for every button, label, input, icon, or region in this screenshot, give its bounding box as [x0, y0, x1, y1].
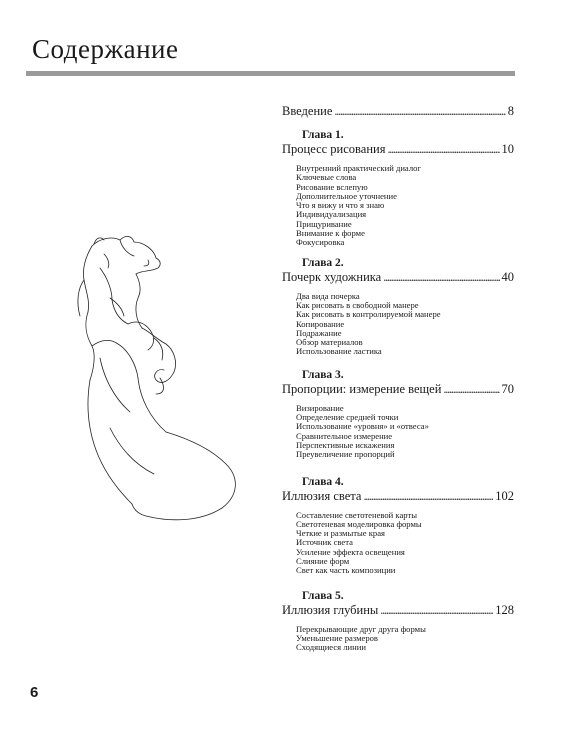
subsection-item: Фокусировка [296, 237, 345, 248]
page-title: Содержание [32, 34, 179, 64]
chapter-number: Глава 5. [302, 589, 344, 602]
subsection-item: Свет как часть композиции [296, 565, 396, 576]
table-of-contents [282, 104, 514, 653]
chapter-title-entry[interactable]: Иллюзия глубины . . . 128 [282, 603, 514, 618]
subsection-item: Подражание [296, 327, 342, 338]
subsection-item: Использование «уровня» и «отвеса» [296, 421, 429, 432]
subsection-list [296, 164, 514, 248]
subsection-item: Светотеневая моделировка формы [296, 518, 422, 529]
subsection-item: Что я вижу и что я знаю [296, 200, 385, 211]
subsection-list [296, 404, 514, 460]
subsection-item: Копирование [296, 318, 345, 329]
subsection-list [296, 292, 514, 357]
title-rule [26, 71, 515, 76]
subsection-list [296, 625, 514, 653]
subsection-item: Два вида почерка [296, 290, 360, 301]
subsection-list [296, 511, 514, 576]
toc-chapter-5 [282, 590, 514, 653]
subsection-item: Прищуривание [296, 218, 352, 229]
subsection-item: Источник света [296, 537, 353, 548]
subsection-item: Перспективные искажения [296, 439, 395, 450]
page-number: 6 [30, 684, 39, 701]
subsection-item: Визирование [296, 402, 344, 413]
toc-chapter-1 [282, 129, 514, 248]
toc-intro-entry[interactable]: Введение . . . 8 [282, 104, 514, 119]
subsection-item: Перекрывающие друг друга формы [296, 623, 426, 634]
chapter-number: Глава 4. [302, 475, 344, 488]
subsection-item: Сходящиеся линии [296, 642, 366, 653]
toc-chapter-4 [282, 476, 514, 576]
subsection-item: Внимание к форме [296, 228, 365, 239]
chapter-title-entry[interactable]: Иллюзия света . . . 102 [282, 489, 514, 504]
subsection-item: Дополнительное уточнение [296, 190, 397, 201]
toc-chapter-3 [282, 369, 514, 460]
subsection-item: Обзор материалов [296, 337, 363, 348]
chapter-title-entry[interactable]: Пропорции: измерение вещей . . . 70 [282, 382, 514, 397]
subsection-item: Ключевые слова [296, 172, 357, 183]
subsection-item: Усиление эффекта освещения [296, 546, 405, 557]
chapter-title-entry[interactable]: Процесс рисования . . . 10 [282, 142, 514, 157]
bear-sketch-illustration [70, 228, 250, 528]
subsection-item: Внутренний практический диалог [296, 163, 421, 173]
subsection-item: Слияние форм [296, 556, 350, 567]
subsection-item: Преувеличение пропорций [296, 449, 395, 460]
subsection-item: Сравнительное измерение [296, 430, 393, 441]
subsection-item: Определение средней точки [296, 412, 399, 423]
subsection-item: Уменьшение размеров [296, 632, 378, 643]
subsection-item: Как рисовать в свободной манере [296, 299, 419, 310]
chapter-number: Глава 3. [302, 368, 344, 381]
chapter-number: Глава 2. [302, 256, 344, 269]
subsection-item: Как рисовать в контролируемой манере [296, 309, 441, 320]
chapter-title-entry[interactable]: Почерк художника . . . 40 [282, 270, 514, 285]
subsection-item: Четкие и размытые края [296, 528, 385, 539]
subsection-item: Составление светотеневой карты [296, 509, 418, 520]
toc-chapter-2 [282, 257, 514, 357]
subsection-item: Индивидуализация [296, 209, 367, 220]
subsection-item: Рисование вслепую [296, 181, 368, 192]
chapter-number: Глава 1. [302, 129, 344, 141]
subsection-item: Использование ластика [296, 346, 382, 357]
